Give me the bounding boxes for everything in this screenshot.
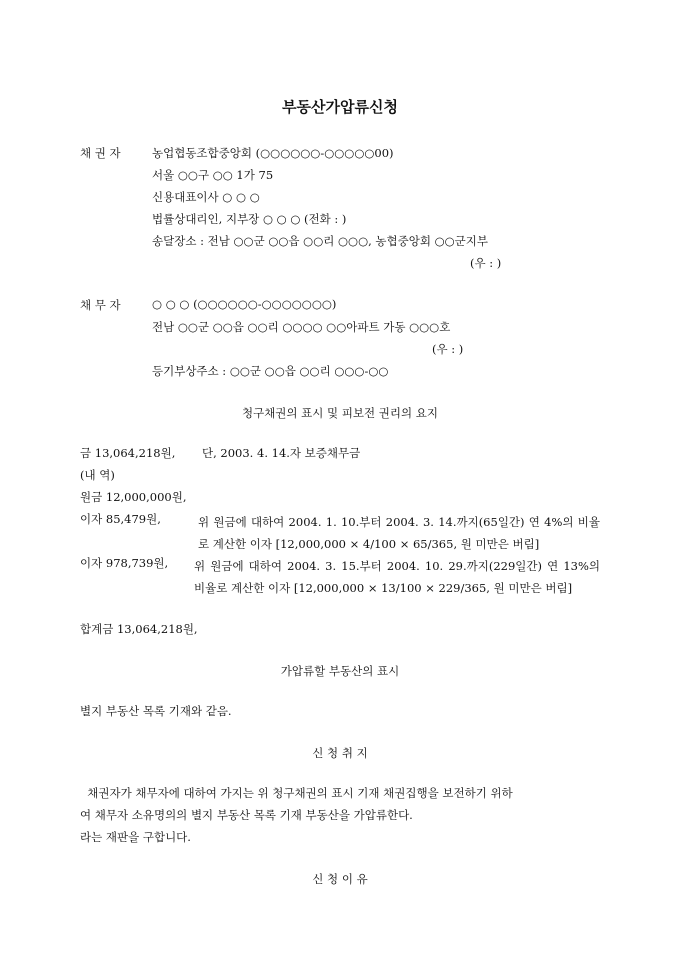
document-title: 부동산가압류신청: [282, 98, 398, 116]
creditor-name: 농업협동조합중앙회 (○○○○○○-○○○○○00): [152, 146, 394, 160]
creditor-address: 서울 ○○구 ○○ 1가 75: [152, 168, 274, 182]
debtor-postal-code: (우 : ): [432, 342, 464, 356]
creditor-label: 채 권 자: [80, 146, 121, 160]
interest1-text: 위 원금에 대하여 2004. 1. 10.부터 2004. 3. 14.까지(65일간) 연 4%의 비율로 계산한 이자 [12,000,000 × 4/100 × 65/365, 원 미만은 버림]: [198, 515, 600, 551]
claim-principal: 원금 12,000,000원,: [80, 490, 187, 504]
debtor-registered-address: 등기부상주소 : ○○군 ○○읍 ○○리 ○○○-○○: [152, 364, 389, 378]
creditor-legal-agent: 법률상대리인, 지부장 ○ ○ ○ (전화 : ): [152, 212, 347, 226]
claim-total: 합계금 13,064,218원,: [80, 622, 198, 636]
reason-heading: 신 청 이 유: [312, 872, 368, 886]
claim-heading: 청구채권의 표시 및 피보전 권리의 요지: [241, 406, 439, 420]
claim-amount: 금 13,064,218원,: [80, 446, 176, 460]
interest2-text: 위 원금에 대하여 2004. 3. 15.부터 2004. 10. 29.까지(229일간) 연 13%의 비율로 계산한 이자 [12,000,000 × 13/100 × 229/365, 원 미만은 버림]: [194, 559, 600, 595]
purpose-heading: 신 청 취 지: [312, 746, 368, 760]
creditor-representative: 신용대표이사 ○ ○ ○: [152, 190, 260, 204]
claim-basis: 단, 2003. 4. 14.자 보증채무금: [202, 446, 361, 460]
interest2-amount: 이자 978,739원,: [80, 556, 169, 570]
purpose-line-3: 라는 재판을 구합니다.: [80, 830, 191, 844]
debtor-label: 채 무 자: [80, 298, 121, 312]
interest1-amount: 이자 85,479원,: [80, 512, 161, 526]
creditor-service-address: 송달장소 : 전남 ○○군 ○○읍 ○○리 ○○○, 농협중앙회 ○○군지부: [152, 234, 489, 248]
claim-detail-label: (내 역): [80, 468, 115, 482]
property-text: 별지 부동산 목록 기재와 같음.: [80, 704, 232, 718]
property-heading: 가압류할 부동산의 표시: [280, 664, 400, 678]
creditor-postal-code: (우 : ): [470, 256, 502, 270]
purpose-line-2: 여 채무자 소유명의의 별지 부동산 목록 기재 부동산을 가압류한다.: [80, 808, 413, 822]
debtor-address: 전남 ○○군 ○○읍 ○○리 ○○○○ ○○아파트 가동 ○○○호: [152, 320, 451, 334]
purpose-line-1: 채권자가 채무자에 대하여 가지는 위 청구채권의 표시 기재 채권집행을 보전하기 위하: [80, 786, 513, 800]
debtor-name: ○ ○ ○ (○○○○○○-○○○○○○○): [152, 297, 337, 311]
